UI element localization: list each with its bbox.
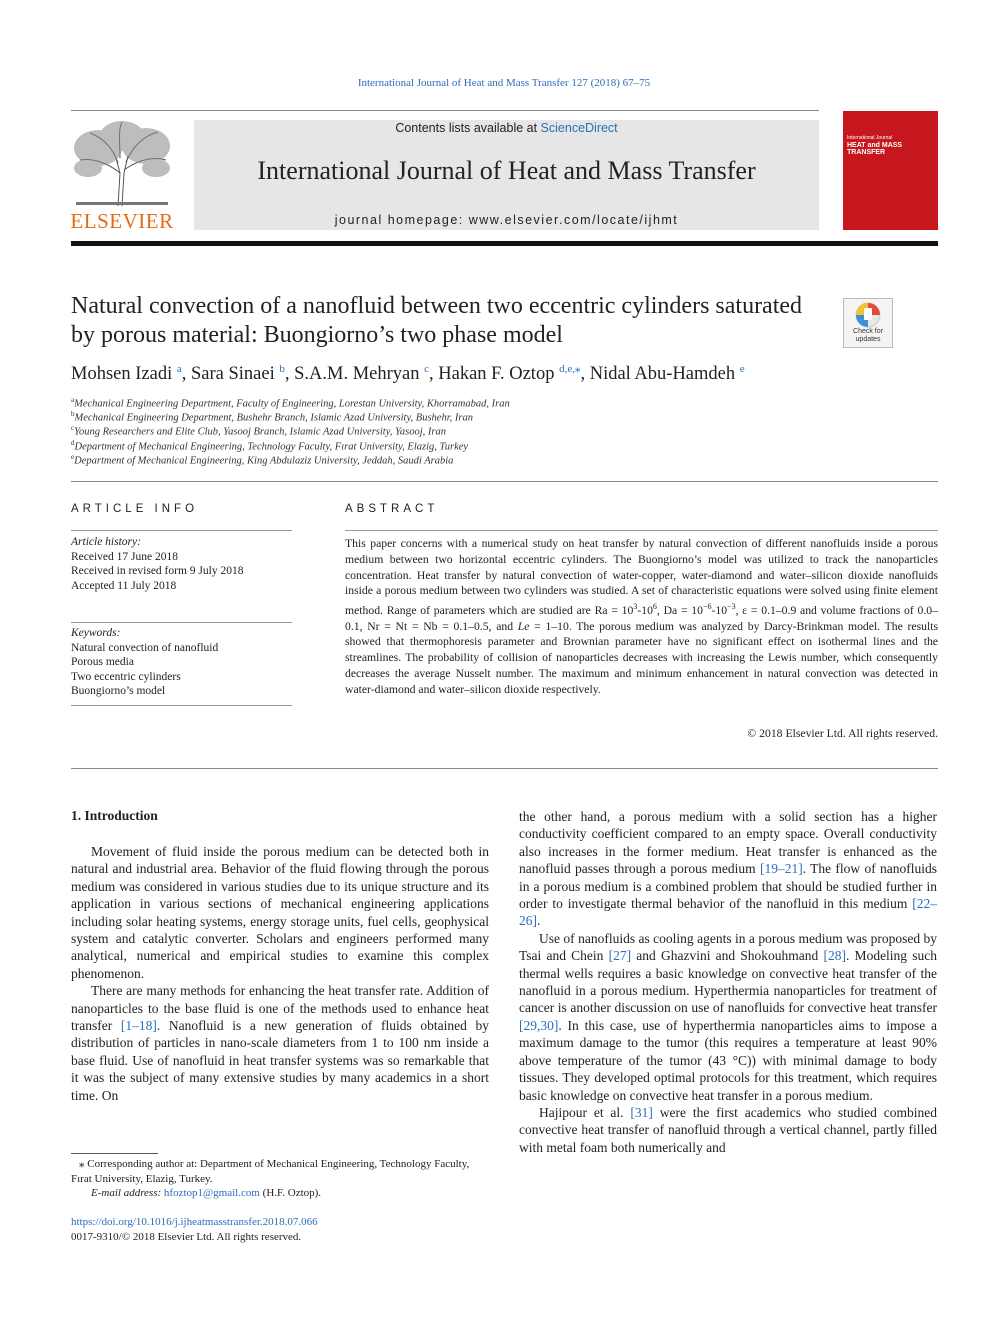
elsevier-wordmark: ELSEVIER	[70, 209, 174, 233]
da-base: 10	[715, 603, 728, 617]
affiliation	[71, 410, 473, 424]
text-run: There are many methods for enhancing the heat transfer rate. Addition of nanoparticles to the base fluid is one of the methods used to enhance heat transfer	[71, 983, 489, 1034]
keyword-item: Porous media	[71, 656, 134, 668]
ra-dash: -	[637, 603, 642, 617]
text-run: Use of nanofluids as cooling agents in a porous medium was proposed by Tsai and Chein	[519, 930, 937, 964]
article-info-heading: ARTICLE INFO	[71, 503, 199, 515]
section-heading: 1. Introduction	[71, 808, 158, 823]
ra-exp: 6	[652, 602, 657, 611]
author-separator: ,	[429, 364, 439, 385]
da-base: 10	[691, 603, 703, 617]
author-affil-sup[interactable]: d,e,⁎	[559, 363, 581, 375]
text-run: Hajipour et al.	[539, 1104, 631, 1120]
body-paragraph: Movement of fluid inside the porous medium can be detected both in natural and industrial area. Behavior of the fluid flowing through the porous medium was considered in various studies due to its unique structure and its application in various sections of mechanical engineering applications including solar heating systems, energy storage units, fuel cells, geophysical system and catalytic converter. Scholars and engineers performed many analytical, numerical and empirical studies to examine this complex phenomenon.	[71, 844, 489, 981]
text-run: were the first academics who studied combined convective heat transfer of nanofluid through a vertical channel, partly filled with metal foam both numerically and	[519, 1104, 937, 1155]
body-left-column	[71, 843, 489, 1104]
sciencedirect-link[interactable]: ScienceDirect	[540, 121, 618, 135]
body-paragraph	[71, 982, 489, 1104]
text-run: .	[537, 913, 541, 929]
citation-link[interactable]: [1–18]	[120, 1018, 157, 1034]
journal-citation[interactable]: International Journal of Heat and Mass Transfer 127 (2018) 67–75	[357, 77, 651, 89]
section-rule	[71, 481, 938, 482]
affiliation-sup: a	[71, 396, 75, 404]
footnote-rule	[71, 1153, 158, 1154]
history-label: Article history:	[71, 536, 141, 548]
affiliation	[71, 453, 453, 467]
author-affil-sup[interactable]: e	[739, 363, 745, 375]
text-run: . The flow of nanofluids in a porous medium is a combined problem that should be studied further in order to investigate thermal behavior of the nanofluid in this medium	[519, 861, 937, 912]
abstract-rule	[345, 530, 938, 531]
da-dash: -	[711, 603, 716, 617]
article-title: Natural convection of a nanofluid between two eccentric cylinders saturated by porous material: Buongiorno’s two phase model	[71, 293, 803, 348]
da-exp: −3	[727, 602, 736, 611]
footnote-star: ⁎	[79, 1158, 85, 1170]
footnote-email-line	[71, 1186, 489, 1201]
affiliation-sup: b	[71, 410, 75, 418]
text-run: and Ghazvini and Shokouhmand	[631, 948, 824, 964]
article-history	[71, 535, 292, 593]
email-label: E-mail address:	[91, 1187, 164, 1199]
corresponding-author-footnote	[71, 1157, 489, 1201]
abstract-heading: ABSTRACT	[345, 503, 439, 515]
crossmark-badge[interactable]	[843, 298, 893, 348]
keyword-item: Two eccentric cylinders	[71, 670, 181, 683]
email-link[interactable]: hfoztop1@gmail.com	[163, 1187, 260, 1199]
abstract-copyright: © 2018 Elsevier Ltd. All rights reserved.	[747, 727, 938, 740]
author-name[interactable]: Mohsen Izadi	[71, 364, 173, 385]
text-run: the other hand, a porous medium with a solid section has a higher conductivity coefficient compared to an empty space. Overall conductivity also increases in the former medium. Heat transfer is enhanced as the nanofluid passes through a porous medium	[519, 809, 937, 877]
cover-line-1: International Journal	[847, 135, 893, 141]
ra-base: 10	[641, 603, 653, 617]
elsevier-tree-icon	[68, 118, 176, 210]
text-run: . Modeling such thermal wells requires a basic knowledge on convective heat transfer of the nanofluid in a porous medium. Hyperthermia nanoparticles for treatment of cancer is another discussion on use of nanofluids for convective heat transfer	[519, 948, 937, 1016]
top-rule	[71, 110, 819, 111]
affiliation-sup: c	[71, 424, 75, 432]
da-range	[691, 604, 735, 617]
ra-exp: 3	[633, 602, 638, 611]
body-right-column	[519, 808, 937, 1156]
affiliation-text: Department of Mechanical Engineering, Technology Faculty, Fırat University, Elazig, Turkey	[74, 441, 469, 453]
citation-link[interactable]: [29,30]	[519, 1017, 559, 1033]
affiliation-text: Department of Mechanical Engineering, King Abdulaziz University, Jeddah, Saudi Arabia	[74, 455, 454, 467]
lewis-symbol: Le	[517, 619, 530, 633]
journal-cover[interactable]	[843, 111, 938, 230]
contents-line	[194, 121, 819, 135]
abstract-part: , ε = 0.1–0.9 and volume fractions of 0.0–0.1, Nr = Nt = Nb = 0.1–0.5, and	[345, 603, 938, 633]
author-affil-sup[interactable]: c	[424, 363, 430, 375]
email-suffix: (H.F. Oztop).	[259, 1187, 322, 1199]
crossmark-line-2: updates	[855, 336, 881, 343]
author-separator: ,	[284, 364, 295, 385]
author-list	[71, 362, 931, 385]
footnote-corresponding	[71, 1157, 489, 1186]
affiliation-sup: d	[71, 439, 75, 447]
cover-line-3: TRANSFER	[847, 149, 886, 156]
affiliation-sup: e	[71, 453, 75, 461]
affiliation-text: Mechanical Engineering Department, Bushehr Branch, Islamic Azad University, Bushehr, Iran	[74, 412, 473, 424]
citation-link[interactable]: [31]	[630, 1104, 653, 1120]
info-rule	[71, 530, 292, 531]
keyword-item: Buongiorno’s model	[71, 685, 166, 697]
body-paragraph	[519, 808, 937, 930]
info-rule	[71, 705, 292, 706]
homepage-url[interactable]: www.elsevier.com/locate/ijhmt	[468, 213, 679, 227]
crossmark-line-1: Check for	[853, 328, 883, 335]
body-paragraph	[519, 1104, 937, 1156]
citation-link[interactable]: [22–26]	[519, 896, 937, 929]
text-run: . Nanofluid is a new generation of fluids obtained by distribution of particles in nano-scale diameters from 1 to 100 nm inside a base fluid. Use of nanofluid in heat transfer systems was so remarkable that it was the subject of many extensive studies by many academics in a short time. On	[71, 1018, 489, 1103]
abstract-part: , Da =	[656, 603, 692, 617]
affiliation-text: Young Researchers and Elite Club, Yasooj Branch, Islamic Azad University, Yasooj, Iran	[74, 426, 446, 438]
abstract-part: = 1–10. The porous medium was analyzed by Darcy-Brinkman model. The results showed that thermophoresis parameter and Brownian parameter have no significant effect on isothermal lines and the streamlines. The probability of collision of nanoparticles decreases with increasing the Lewis number, which consequently decreases the average Nusselt number. The maximum and minimum enhancement in natural convection was detected in water-diamond and water–silicon dioxide respectively.	[345, 619, 938, 696]
section-rule	[71, 768, 938, 769]
homepage-line	[194, 213, 819, 227]
author-separator: ,	[181, 364, 191, 385]
author-name[interactable]: S.A.M. Mehryan	[294, 364, 420, 385]
journal-name: International Journal of Heat and Mass Transfer	[257, 156, 756, 185]
author-name[interactable]: Hakan F. Oztop	[438, 364, 555, 385]
text-run: . In this case, use of hyperthermia nanoparticles aims to impose a maximum damage to the tumor (this requires a temperature at least 90% above temperature of the tumor (43 °C)) with minimal damage to body tissues. They developed optimal protocols for this treatment, which requires basic knowledge on convective heat transfer in a porous medium.	[519, 1017, 937, 1103]
affiliation-text: Mechanical Engineering Department, Faculty of Engineering, Lorestan University, Khorramabad, Iran	[74, 398, 510, 410]
accepted-date: Accepted 11 July 2018	[71, 579, 177, 592]
header-thick-rule	[71, 241, 938, 246]
author-affil-sup[interactable]: a	[176, 363, 182, 375]
author-name[interactable]: Sara Sinaei	[190, 364, 275, 385]
abstract-part: This paper concerns with a numerical study on heat transfer by natural convection of different nanofluids inside a porous medium between two horizontal eccentric cylinders. The Buongiorno’s model was utilized to track the nanoparticles concentration. Heat transfer by natural convection of water-copper, water-diamond and water–silicon dioxide nanofluids inside a porous medium between two cylinders was studied. A set of characteristic equations were solved using finite element method. Range of parameters which are studied are Ra =	[345, 537, 938, 617]
citation-link[interactable]: [19–21]	[759, 861, 803, 877]
author-name[interactable]: Nidal Abu-Hamdeh	[589, 364, 736, 385]
citation-link[interactable]: [27]	[608, 948, 632, 964]
homepage-prefix: journal homepage:	[334, 213, 469, 227]
contents-prefix: Contents lists available at	[395, 121, 541, 135]
keyword-item: Natural convection of nanofluid	[71, 641, 219, 654]
affiliation	[71, 396, 510, 410]
issn-line: 0017-9310/© 2018 Elsevier Ltd. All rights reserved.	[71, 1231, 302, 1243]
body-paragraph	[519, 930, 937, 1104]
abstract-text	[345, 536, 938, 697]
doi-link[interactable]: https://doi.org/10.1016/j.ijheatmasstransfer.2018.07.066	[71, 1216, 318, 1228]
revised-date: Received in revised form 9 July 2018	[71, 565, 244, 577]
elsevier-logo[interactable]	[68, 118, 176, 234]
received-date: Received 17 June 2018	[71, 550, 178, 563]
footnote-text: Corresponding author at: Department of Mechanical Engineering, Technology Faculty, Fırat University, Elazig, Turkey.	[71, 1158, 470, 1185]
affiliation	[71, 439, 468, 453]
ra-base: 10	[621, 603, 634, 617]
author-separator: ,	[580, 364, 590, 385]
keywords-label: Keywords:	[71, 627, 121, 639]
crossmark-label	[844, 328, 892, 344]
ra-range	[622, 604, 657, 617]
da-exp: −6	[702, 602, 712, 611]
cover-line-2: HEAT and MASS	[847, 142, 903, 149]
crossmark-icon	[844, 301, 892, 331]
citation-link[interactable]: [28]	[823, 948, 846, 964]
keywords-block	[71, 626, 292, 699]
info-rule	[71, 622, 292, 623]
affiliation	[71, 424, 446, 438]
cover-text	[847, 135, 917, 156]
author-affil-sup[interactable]: b	[279, 363, 285, 375]
